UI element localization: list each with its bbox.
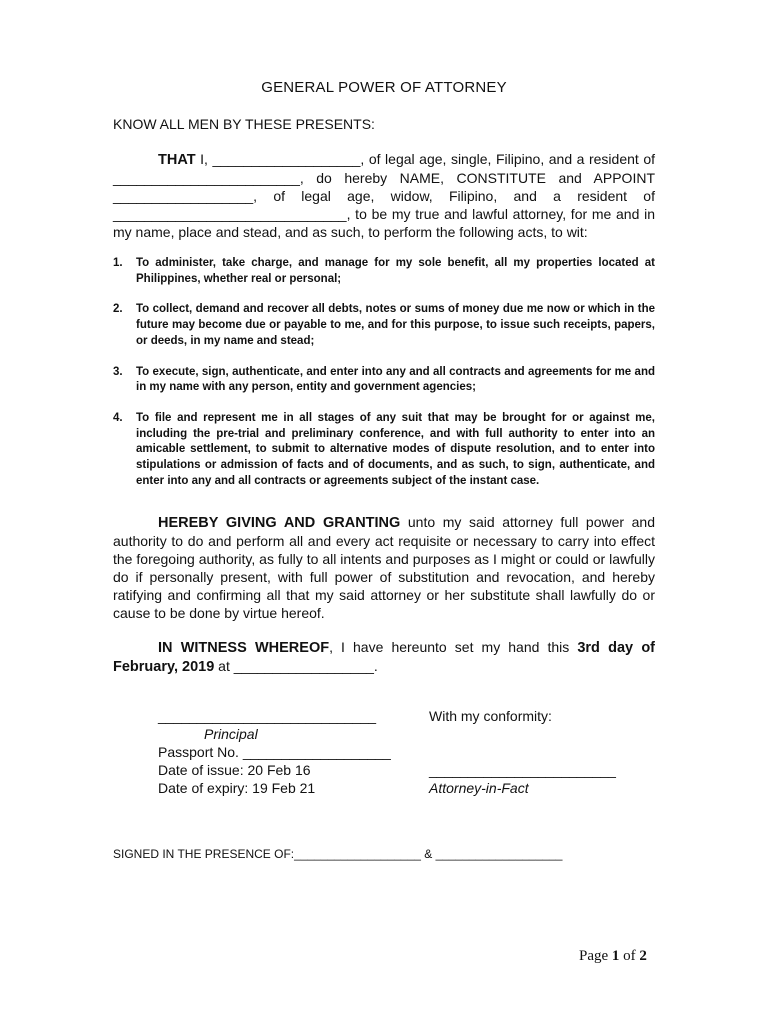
granting-paragraph: [113, 513, 655, 622]
list-item-number: 3.: [113, 365, 123, 378]
intro-line: KNOW ALL MEN BY THESE PRESENTS:: [113, 116, 375, 132]
list-item-number: 4.: [113, 411, 123, 424]
acts-list: [113, 256, 655, 504]
principal-label: Principal: [204, 726, 258, 742]
appointment-paragraph: [113, 150, 655, 241]
list-item-text: To file and represent me in all stages of any suit that may be brought for or against me, including the pre-trial and preliminary conference, and with full authority to enter into an amicable settlement, to submit to alternative modes of dispute resolution, and to enter into stipulations or admission of facts and of documents, and as such, to sign, authenticate, and enter into any and all contracts or agreements subject of the instant case.: [136, 411, 655, 487]
attorney-in-fact-label: Attorney-in-Fact: [429, 780, 529, 796]
paragraph-lead: HEREBY GIVING AND GRANTING: [158, 515, 401, 531]
paragraph-text: I, ___________________, of legal age, single, Filipino, and a resident of ________________________, do hereby NAME, CONSTITUTE and APPOINT __________________, of legal age, widow, Filipino, and a resident of ______________________________, to be my true and lawful attorney, for me and in my name, place and stead, and as such, to perform the following acts, to wit:: [113, 151, 655, 240]
paragraph-lead: THAT: [158, 152, 196, 168]
list-item: [113, 411, 655, 490]
passport-number: Passport No. ___________________: [158, 744, 391, 760]
list-item-number: 1.: [113, 257, 123, 269]
witness-paragraph: [113, 638, 655, 676]
list-item-number: 2.: [113, 303, 123, 316]
page-total: 2: [639, 948, 647, 964]
signature-spacer: [429, 725, 616, 761]
list-item-text: To collect, demand and recover all debts, notes or sums of money due me now or which in the future may become due or payable to me, and for this purpose, to issue such receipts, papers, or deeds, in my name and stead;: [136, 303, 655, 347]
signing-date: 3rd day of February, 2019: [113, 640, 655, 675]
signature-line: ________________________: [429, 762, 616, 778]
page-number: [579, 948, 647, 965]
document-title: GENERAL POWER OF ATTORNEY: [261, 79, 507, 96]
page-current: 1: [611, 948, 620, 964]
page-label: Page: [579, 948, 609, 964]
list-item: [113, 365, 655, 396]
date-of-issue: Date of issue: 20 Feb 16: [158, 762, 311, 778]
principal-signature-block: [158, 707, 391, 797]
paragraph-text: at __________________.: [214, 658, 378, 674]
attorney-signature-block: [429, 707, 616, 797]
list-item-text: To execute, sign, authenticate, and enter into any and all contracts and agreements for me and in my name with any person, entity and government agencies;: [136, 365, 655, 394]
date-of-expiry: Date of expiry: 19 Feb 21: [158, 780, 316, 796]
conformity-label: With my conformity:: [429, 708, 552, 724]
list-item: [113, 256, 655, 287]
page-of: of: [623, 948, 636, 964]
paragraph-lead: IN WITNESS WHEREOF: [158, 640, 330, 656]
signature-line: ____________________________: [158, 708, 377, 724]
list-item-text: To administer, take charge, and manage for my sole benefit, all my properties located at Philippines, whether real or personal;: [136, 257, 655, 285]
paragraph-text: , I have hereunto set my hand this: [329, 639, 578, 655]
list-item: [113, 302, 655, 349]
signed-in-presence-line: SIGNED IN THE PRESENCE OF:___________________ & ___________________: [113, 847, 563, 861]
paragraph-text: unto my said attorney full power and authority to do and perform all and every act requisite or necessary to carry into effect the foregoing authority, as fully to all intents and purposes as I might or could or lawfully do if personally present, with full power of substitution and revocation, and hereby ratifying and confirming all that my said attorney or her substitute shall lawfully do or cause to be done by virtue hereof.: [113, 514, 655, 621]
